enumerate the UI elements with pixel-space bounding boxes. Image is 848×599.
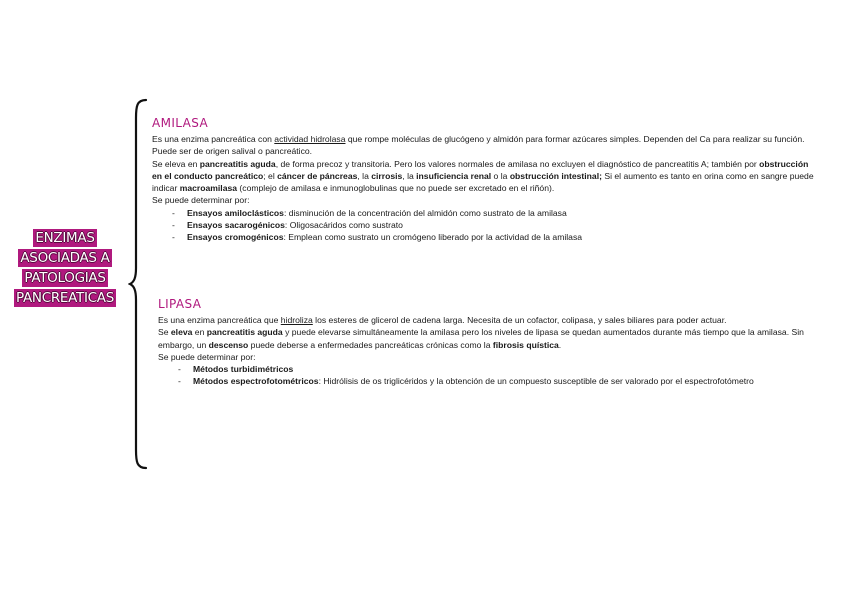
list-item: - Ensayos amiloclásticos: disminución de la concentración del almidón como sustrato de la amilasa (172, 207, 818, 219)
lipasa-section (158, 297, 808, 388)
lipasa-determination-intro: Se puede determinar por: (158, 351, 256, 362)
lipasa-elevation: Se eleva en pancreatitis aguda y puede elevarse simultáneamente la amilasa pero los niveles de lipasa se quedan aumentados durante más tiempo que la amilasa. Sin embargo, un descenso puede deberse a enfermedades pancreáticas crónicas como la fibrosis quística. (158, 327, 804, 350)
lipasa-heading: LIPASA (158, 297, 202, 311)
amilasa-elevation: Se eleva en pancreatitis aguda, de forma precoz y transitoria. Pero los valores normales de amilasa no excluyen el diagnóstico de pancreatitis A; también por obstrucción en el conducto pancreático; el cáncer de páncreas, la cirrosis, la insuficiencia renal o la obstrucción intestinal; Si el aumento es tanto en orina como en sangre puede indicar macroamilasa (complejo de amilasa e inmunoglobulinas que no puede ser excretado en el riñón). (152, 158, 814, 194)
lipasa-methods-list (158, 363, 808, 388)
lipasa-definition: Es una enzima pancreática que hidroliza los esteres de glicerol de cadena larga. Necesita de un cofactor, colipasa, y sales biliares para poder actuar. (158, 315, 727, 325)
list-item: - Ensayos cromogénicos: Emplean como sustrato un cromógeno liberado por la actividad de la amilasa (172, 231, 818, 243)
main-title (4, 228, 126, 308)
list-item: - Métodos turbidimétricos (178, 363, 808, 375)
amilasa-methods-list (152, 207, 818, 244)
amilasa-determination-intro: Se puede determinar por: (152, 195, 250, 206)
title-line-4: PANCREATICAS (16, 290, 114, 306)
title-line-3: PATOLOGIAS (24, 270, 106, 286)
amilasa-section (152, 116, 818, 244)
title-line-2: ASOCIADAS A (20, 250, 110, 266)
list-item: - Ensayos sacarogénicos: Oligosacáridos como sustrato (172, 219, 818, 231)
title-line-1: ENZIMAS (35, 230, 95, 246)
amilasa-heading: AMILASA (152, 116, 209, 130)
curly-brace-icon (128, 98, 150, 470)
list-item: - Métodos espectrofotométricos: Hidrólisis de os triglicéridos y la obtención de un compuesto susceptible de ser valorado por el espectrofotómetro (178, 375, 808, 387)
amilasa-definition: Es una enzima pancreática con actividad hidrolasa que rompe moléculas de glucógeno y almidón para formar azúcares simples. Dependen del Ca para realizar su función. Puede ser de origen salival o pancreático. (152, 134, 805, 157)
